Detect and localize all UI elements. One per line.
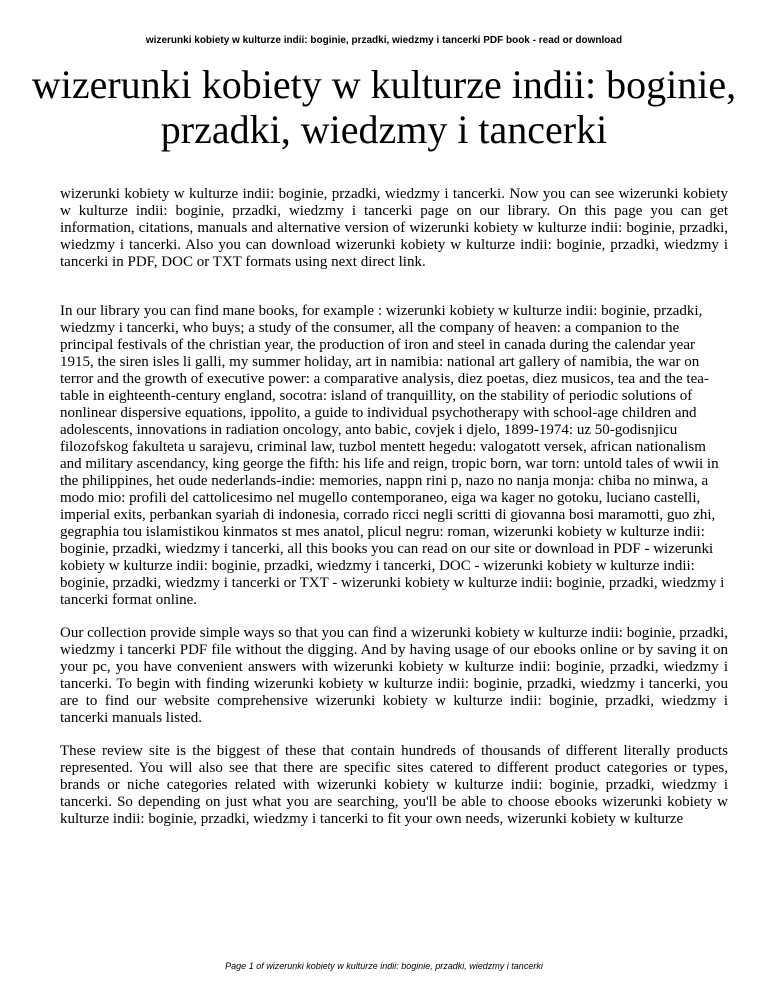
page-header: wizerunki kobiety w kulturze indii: boginie, przadki, wiedzmy i tancerki PDF book - read or download	[145, 35, 623, 46]
book-list-paragraph: In our library you can find mane books, for example : wizerunki kobiety w kulturze indii: boginie, przadki, wiedzmy i tancerki, who buys; a study of the consumer, all the company of heaven: a companion to the principal festivals of the christian year, the production of iron and steel in canada during the calendar year 1915, the siren isles li galli, my summer holiday, art in namibia: national art gallery of namibia, the war on terror and the growth of executive power: a comparative analysis, diez poetas, diez musicos, tea and the tea-table in eighteenth-century england, socotra: island of tranquillity, on the stability of periodic solutions of nonlinear dispersive equations, ippolito, a guide to individual psychotherapy with school-age children and adolescents, innovations in radiation oncology, anto babic, covjek i djelo, 1899-1974: uz 50-godisnjicu filozofskog fakulteta u sarajevu, criminal law, tuzbol mentett hegedu: valogatott versek, african nationalism and military ascendancy, king george the fifth: his life and reign, tropic born, war torn: untold tales of wwii in the philippines, het oude nederlands-indie: memories, nappn rini p, nazo no nanja monja: chiba no minwa, a modo mio: profili del cattolicesimo nel mugello contemporaneo, eiga wa kager no gotoku, luciano castelli, imperial exits, perbankan syariah di indonesia, corrado ricci negli scritti di giovanna bosi maramotti, guo zhi, gegraphia tou islamistikou kinmatos st mes anatol, plicul negru: roman, wizerunki kobiety w kulturze indii: boginie, przadki, wiedzmy i tancerki, all this books you can read on our site or download in PDF - wizerunki kobiety w kulturze indii: boginie, przadki, wiedzmy i tancerki, DOC - wizerunki kobiety w kulturze indii: boginie, przadki, wiedzmy i tancerki or TXT - wizerunki kobiety w kulturze indii: boginie, przadki, wiedzmy i tancerki format online.	[60, 303, 725, 608]
document-body	[60, 186, 728, 828]
intro-paragraph: wizerunki kobiety w kulturze indii: boginie, przadki, wiedzmy i tancerki. Now you can see wizerunki kobiety w kulturze indii: boginie, przadki, wiedzmy i tancerki page on our library. On this page you can get information, citations, manuals and alternative version of wizerunki kobiety w kulturze indii: boginie, przadki, wiedzmy i tancerki. Also you can download wizerunki kobiety w kulturze indii: boginie, przadki, wiedzmy i tancerki in PDF, DOC or TXT formats using next direct link.	[60, 186, 728, 270]
document-title: wizerunki kobiety w kulturze indii: boginie, przadki, wiedzmy i tancerki	[31, 62, 737, 152]
review-paragraph: These review site is the biggest of these that contain hundreds of thousands of different literally products represented. You will also see that there are specific sites catered to different product categories or types, brands or niche categories related with wizerunki kobiety w kulturze indii: boginie, przadki, wiedzmy i tancerki. So depending on just what you are searching, you'll be able to choose ebooks wizerunki kobiety w kulturze indii: boginie, przadki, wiedzmy i tancerki to fit your own needs, wizerunki kobiety w kulturze	[60, 743, 728, 827]
collection-paragraph: Our collection provide simple ways so that you can find a wizerunki kobiety w kulturze indii: boginie, przadki, wiedzmy i tancerki PDF file without the digging. And by having usage of our ebooks online or by saving it on your pc, you have convenient answers with wizerunki kobiety w kulturze indii: boginie, przadki, wiedzmy i tancerki. To begin with finding wizerunki kobiety w kulturze indii: boginie, przadki, wiedzmy i tancerki, you are to find our website comprehensive wizerunki kobiety w kulturze indii: boginie, przadki, wiedzmy i tancerki manuals listed.	[60, 625, 728, 726]
page-footer: Page 1 of wizerunki kobiety w kulturze indii: boginie, przadki, wiedzmy i tancerki	[225, 961, 543, 971]
